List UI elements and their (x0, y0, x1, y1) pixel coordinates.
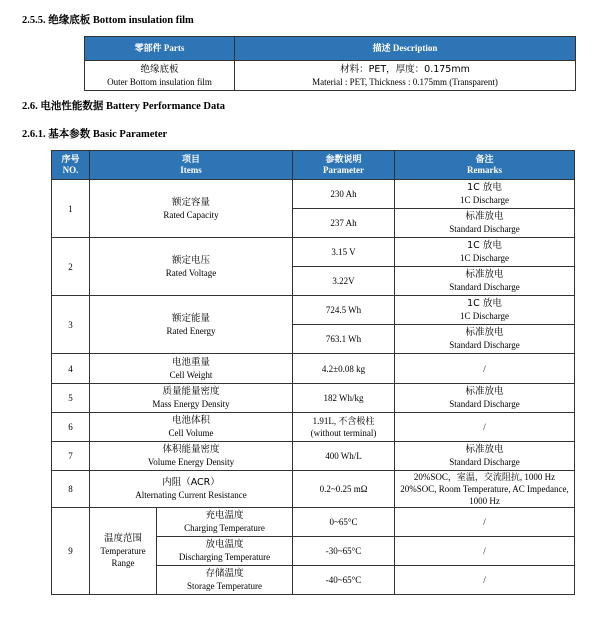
no-header (52, 151, 90, 180)
remark-zh: 标准放电 (465, 386, 504, 397)
group-en-line-1: Temperature (100, 546, 146, 556)
items-header-en: Items (180, 165, 202, 175)
row-number: 3 (52, 296, 90, 354)
remark-en: Standard Discharge (449, 282, 520, 292)
row-number: 6 (52, 413, 90, 442)
remark-zh: 标准放电 (465, 444, 504, 455)
remark-zh: 1C 放电 (467, 298, 502, 309)
table-row (52, 296, 575, 325)
item-cell (90, 471, 293, 508)
item-zh: 放电温度 (205, 539, 244, 550)
row-number: 1 (52, 180, 90, 238)
table-row (52, 442, 575, 471)
remark-cell (395, 442, 575, 471)
remark-en: 1C Discharge (459, 311, 510, 321)
remark-en: 1C Discharge (459, 253, 510, 263)
item-en: Charging Temperature (184, 523, 265, 533)
item-en: Discharging Temperature (178, 552, 271, 562)
item-en: Mass Energy Density (152, 399, 230, 409)
remark-cell (395, 180, 575, 209)
item-cell (90, 442, 293, 471)
parameter-cell (293, 413, 395, 442)
item-cell (90, 238, 293, 296)
item-zh: 充电温度 (205, 510, 244, 521)
item-zh: 电池重量 (171, 356, 210, 368)
remarks-header-zh: 备注 (475, 154, 494, 164)
item-cell (157, 566, 293, 595)
remark-zh: 1C 放电 (467, 182, 502, 193)
parameter-cell: 230 Ah (293, 180, 395, 209)
parameter-cell: 237 Ah (293, 209, 395, 238)
parameter-line-2: (without terminal) (310, 428, 377, 438)
section-2-5-5-heading: 2.5.5. 绝缘底板 Bottom insulation film (22, 15, 194, 26)
item-cell (90, 180, 293, 238)
item-en: Rated Voltage (165, 267, 217, 278)
table-row (52, 238, 575, 267)
remark-cell: / (395, 354, 575, 384)
row-number: 2 (52, 238, 90, 296)
remark-cell: / (395, 566, 575, 595)
remark-en: Standard Discharge (449, 399, 520, 409)
item-en: Cell Weight (169, 369, 213, 380)
remark-cell (395, 471, 575, 508)
item-cell (90, 296, 293, 354)
part-cell (85, 61, 235, 91)
parameter-header-en: Parameter (323, 165, 364, 175)
parameter-header-zh: 参数说明 (325, 154, 362, 164)
parameter-cell: 3.15 V (293, 238, 395, 267)
remark-zh: 标准放电 (465, 327, 504, 338)
remark-cell (395, 267, 575, 296)
remark-zh: 20%SOC，室温，交流阻抗, 1000 Hz (413, 472, 556, 482)
item-en: Storage Temperature (187, 581, 262, 591)
item-en: Volume Energy Density (147, 457, 235, 467)
parameter-cell: 182 Wh/kg (293, 384, 395, 413)
item-en: Cell Volume (168, 428, 214, 438)
item-cell (90, 413, 293, 442)
parameter-cell: -30~65°C (293, 537, 395, 566)
no-header-zh: 序号 (61, 154, 80, 164)
item-cell (90, 384, 293, 413)
item-cell (157, 508, 293, 537)
description-cell (235, 61, 576, 91)
parameter-cell: 400 Wh/L (293, 442, 395, 471)
description-en: Material : PET, Thickness : 0.175mm (Transparent) (312, 76, 498, 87)
remark-zh: 标准放电 (465, 211, 504, 222)
group-zh: 温度范围 (103, 533, 142, 544)
remark-cell: / (395, 413, 575, 442)
remark-zh: 标准放电 (465, 269, 504, 280)
item-zh: 体积能量密度 (162, 444, 220, 455)
item-cell (157, 537, 293, 566)
item-zh: 额定电压 (171, 254, 210, 266)
parameter-cell: 763.1 Wh (293, 325, 395, 354)
item-zh: 额定能量 (171, 312, 210, 324)
description-header: 描述 Description (235, 37, 576, 61)
section-2-6-1-heading: 2.6.1. 基本参数 Basic Parameter (22, 129, 168, 140)
basic-parameter-table (51, 150, 575, 595)
group-cell (90, 508, 157, 595)
description-zh: 材料：PET，厚度：0.175mm (340, 63, 470, 75)
parameter-cell: 4.2±0.08 kg (293, 354, 395, 384)
row-number: 9 (52, 508, 90, 595)
row-number: 5 (52, 384, 90, 413)
remark-en: Standard Discharge (449, 340, 520, 350)
item-zh: 内阻（ACR） (162, 477, 220, 488)
parameter-line-1: 1.91L, 不含极柱 (312, 416, 375, 426)
remarks-header-en: Remarks (467, 165, 502, 175)
remark-cell (395, 325, 575, 354)
parameter-cell: 724.5 Wh (293, 296, 395, 325)
item-en: Alternating Current Resistance (135, 490, 247, 500)
remark-cell (395, 238, 575, 267)
remark-en: 1C Discharge (459, 195, 510, 205)
remark-en: Standard Discharge (449, 224, 520, 234)
remark-cell: / (395, 508, 575, 537)
section-2-6-heading: 2.6. 电池性能数据 Battery Performance Data (22, 101, 225, 112)
table-row (52, 508, 575, 537)
parts-table-row (85, 61, 576, 91)
parts-table (84, 36, 576, 91)
table-row (52, 471, 575, 508)
remark-cell (395, 384, 575, 413)
parameter-cell: 0~65°C (293, 508, 395, 537)
no-header-en: NO. (62, 165, 79, 175)
parameter-header (293, 151, 395, 180)
table-row (52, 413, 575, 442)
row-number: 4 (52, 354, 90, 384)
part-name-en: Outer Bottom insulation film (107, 76, 212, 87)
row-number: 7 (52, 442, 90, 471)
table-row (52, 180, 575, 209)
table-row (52, 384, 575, 413)
item-zh: 电池体积 (171, 415, 210, 426)
remark-cell: / (395, 537, 575, 566)
items-header-zh: 项目 (181, 154, 200, 164)
table-row (52, 354, 575, 384)
remarks-header (395, 151, 575, 180)
parts-header: 零部件 Parts (85, 37, 235, 61)
item-cell (90, 354, 293, 384)
parts-table-header-row (85, 37, 576, 61)
row-number: 8 (52, 471, 90, 508)
item-zh: 存储温度 (205, 568, 244, 579)
remark-zh: 1C 放电 (467, 240, 502, 251)
item-en: Rated Energy (166, 325, 216, 336)
part-name-zh: 绝缘底板 (140, 63, 179, 75)
remark-en: Standard Discharge (449, 457, 520, 467)
item-en: Rated Capacity (163, 209, 219, 220)
items-header (90, 151, 293, 180)
param-header-row (52, 151, 575, 180)
parameter-cell: -40~65°C (293, 566, 395, 595)
remark-cell (395, 296, 575, 325)
parameter-cell: 0.2~0.25 mΩ (293, 471, 395, 508)
group-en-line-2: Range (111, 558, 135, 568)
parameter-cell: 3.22V (293, 267, 395, 296)
remark-cell (395, 209, 575, 238)
item-zh: 质量能量密度 (162, 386, 220, 397)
remark-en: 20%SOC, Room Temperature, AC Impedance, 1000 Hz (400, 484, 569, 506)
item-zh: 额定容量 (171, 196, 210, 208)
